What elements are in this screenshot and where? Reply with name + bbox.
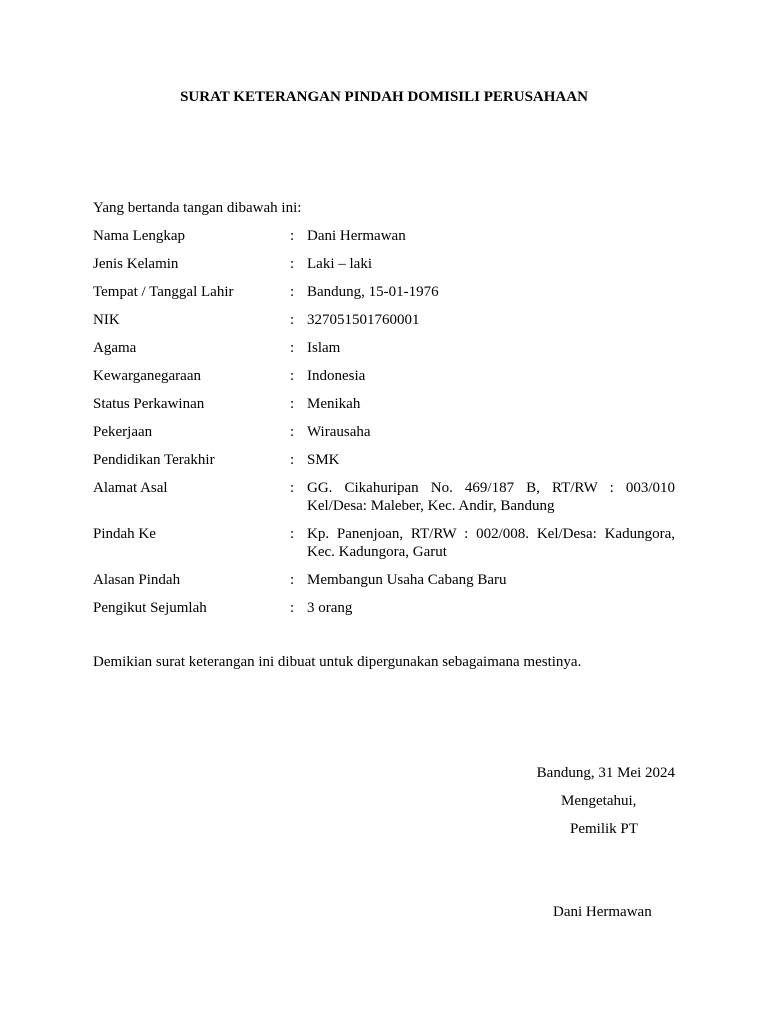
field-label: Agama (93, 340, 137, 356)
signer-role: Pemilik PT (570, 821, 638, 837)
field-row-pengikut-sejumlah (93, 599, 675, 617)
field-row-alamat-asal (93, 479, 675, 515)
field-value: Bandung, 15-01-1976 (307, 284, 439, 300)
field-value: 327051501760001 (307, 312, 420, 328)
field-label: Status Perkawinan (93, 396, 205, 412)
field-value: 3 orang (307, 600, 353, 616)
field-separator: : (290, 526, 295, 542)
field-value: Indonesia (307, 368, 366, 384)
field-row-kewarganegaraan (93, 367, 675, 385)
field-separator: : (290, 340, 295, 356)
field-value: Menikah (307, 396, 361, 412)
field-value: Laki – laki (307, 256, 372, 272)
place-and-date: Bandung, 31 Mei 2024 (536, 765, 675, 781)
field-row-pekerjaan (93, 423, 675, 441)
field-separator: : (290, 284, 295, 300)
field-value: Wirausaha (307, 424, 371, 440)
field-separator: : (290, 480, 295, 496)
field-label: Pengikut Sejumlah (93, 600, 207, 616)
field-row-nama-lengkap (93, 227, 675, 245)
field-label: Jenis Kelamin (93, 256, 179, 272)
field-separator: : (290, 228, 295, 244)
field-value: Islam (307, 340, 341, 356)
field-row-status-perkawinan (93, 395, 675, 413)
field-row-agama (93, 339, 675, 357)
field-separator: : (290, 452, 295, 468)
field-separator: : (290, 424, 295, 440)
field-value: Dani Hermawan (307, 228, 406, 244)
field-separator: : (290, 600, 295, 616)
field-value: GG. Cikahuripan No. 469/187 B, RT/RW : 003/010 Kel/Desa: Maleber, Kec. Andir, Bandung (307, 480, 675, 514)
field-separator: : (290, 572, 295, 588)
field-label: Alamat Asal (93, 480, 168, 496)
field-label: Kewarganegaraan (93, 368, 201, 384)
field-row-pendidikan-terakhir (93, 451, 675, 469)
field-label: Pendidikan Terakhir (93, 452, 215, 468)
field-row-pindah-ke (93, 525, 675, 561)
field-label: Tempat / Tanggal Lahir (93, 284, 234, 300)
field-separator: : (290, 368, 295, 384)
field-value: SMK (307, 452, 340, 468)
field-value: Kp. Panenjoan, RT/RW : 002/008. Kel/Desa: Kadungora, Kec. Kadungora, Garut (307, 526, 675, 560)
field-separator: : (290, 256, 295, 272)
field-row-jenis-kelamin (93, 255, 675, 273)
acknowledged-label: Mengetahui, (561, 793, 637, 809)
field-label: Nama Lengkap (93, 228, 186, 244)
field-row-alasan-pindah (93, 571, 675, 589)
document-title: SURAT KETERANGAN PINDAH DOMISILI PERUSAHAAN (180, 89, 588, 105)
field-value: Membangun Usaha Cabang Baru (307, 572, 507, 588)
signer-name: Dani Hermawan (553, 904, 652, 920)
field-label: NIK (93, 312, 120, 328)
field-label: Alasan Pindah (93, 572, 181, 588)
intro-text: Yang bertanda tangan dibawah ini: (93, 200, 302, 216)
field-label: Pekerjaan (93, 424, 153, 440)
field-row-nik (93, 311, 675, 329)
closing-statement: Demikian surat keterangan ini dibuat untuk dipergunakan sebagaimana mestinya. (93, 654, 582, 670)
identity-fields (93, 227, 675, 627)
field-label: Pindah Ke (93, 526, 156, 542)
field-separator: : (290, 396, 295, 412)
field-separator: : (290, 312, 295, 328)
field-row-tempat-tanggal-lahir (93, 283, 675, 301)
